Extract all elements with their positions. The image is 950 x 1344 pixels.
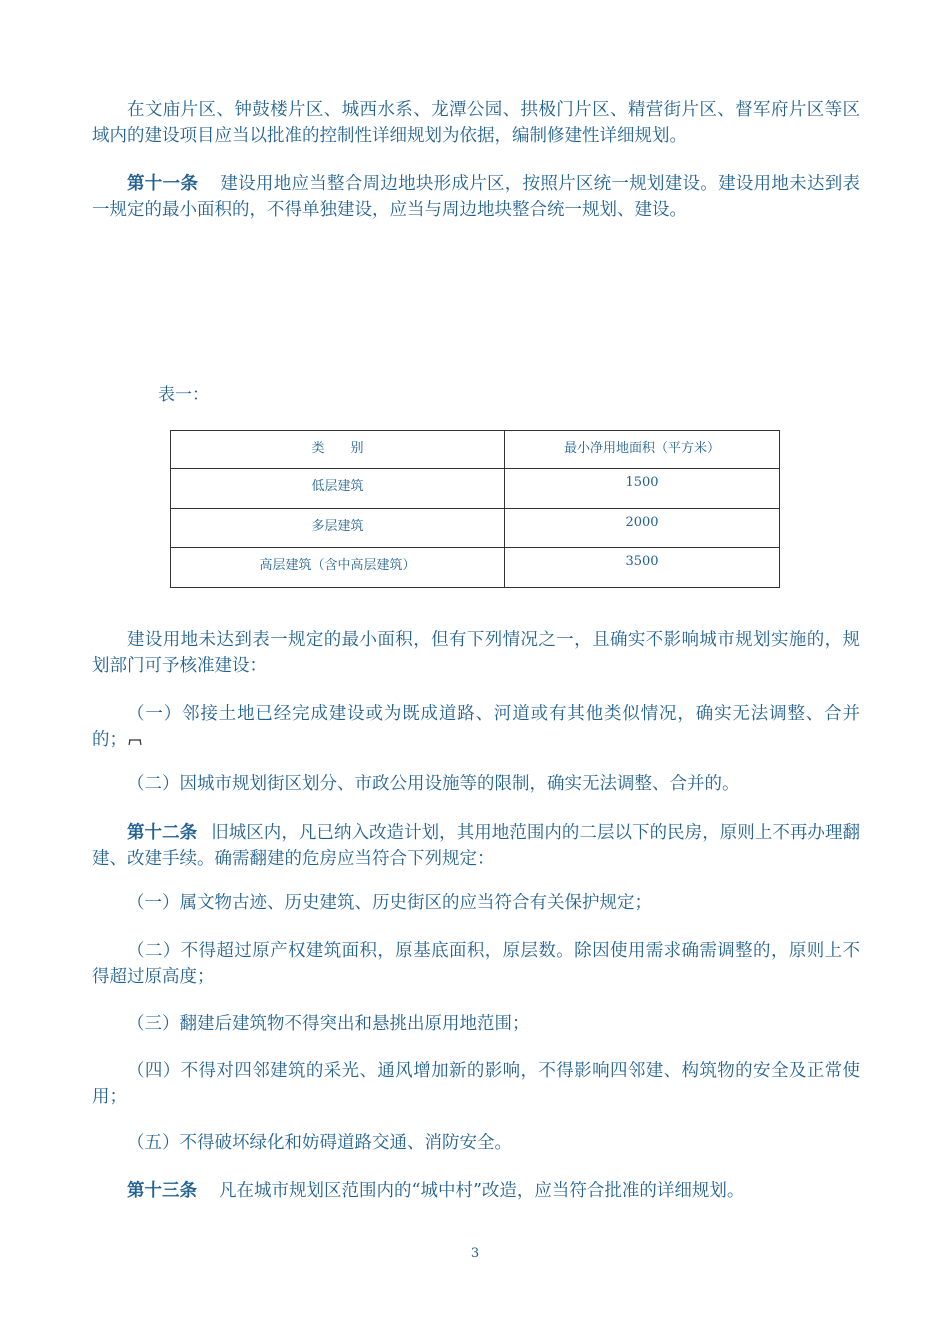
table-header-row bbox=[171, 431, 780, 469]
table-header-min-area: 最小净用地面积（平方米） bbox=[505, 431, 780, 469]
page-number: 3 bbox=[470, 1246, 480, 1261]
article-12-item-3: （三）翻建后建筑物不得突出和悬挑出原用地范围； bbox=[127, 1014, 530, 1034]
article-12-item-2: （二）不得超过原产权建筑面积，原基底面积，原层数。除因使用需求确需调整的，原则上不得超过原高度； bbox=[92, 941, 860, 987]
table-cell-area: 1500 bbox=[505, 469, 780, 509]
article-12-label: 第十二条 bbox=[127, 823, 198, 843]
article-11 bbox=[92, 171, 860, 223]
article-12-text: 旧城区内，凡已纳入改造计划，其用地范围内的二层以下的民房，原则上不再办理翻建、改建手续。确需翻建的危房应当符合下列规定： bbox=[92, 823, 861, 869]
list-item-1 bbox=[92, 701, 860, 753]
article-12-item-4: （四）不得对四邻建筑的采光、通风增加新的影响，不得影响四邻建、构筑物的安全及正常使用； bbox=[92, 1061, 860, 1107]
handwritten-mark-icon bbox=[127, 736, 143, 746]
table-cell-area: 2000 bbox=[505, 508, 780, 548]
table-row bbox=[171, 469, 780, 509]
list-item-1-text: （一）邻接土地已经完成建设或为既成道路、河道或有其他类似情况，确实无法调整、合并的； bbox=[92, 704, 860, 750]
paragraph-historic-districts: 在文庙片区、钟鼓楼片区、城西水系、龙潭公园、拱极门片区、精营街片区、督军府片区等区域内的建设项目应当以批准的控制性详细规划为依据，编制修建性详细规划。 bbox=[92, 100, 860, 146]
article-12-item-1: （一）属文物古迹、历史建筑、历史街区的应当符合有关保护规定； bbox=[127, 893, 652, 913]
minimum-area-table bbox=[170, 430, 780, 588]
table-cell-category: 多层建筑 bbox=[171, 508, 505, 548]
table-header-category: 类 别 bbox=[171, 431, 505, 469]
table-caption: 表一： bbox=[158, 385, 209, 405]
article-13-label: 第十三条 bbox=[127, 1181, 197, 1201]
table-row bbox=[171, 548, 780, 588]
table-cell-area: 3500 bbox=[505, 548, 780, 588]
article-12-item-5: （五）不得破坏绿化和妨碍道路交通、消防安全。 bbox=[127, 1133, 512, 1153]
paragraph-exceptions: 建设用地未达到表一规定的最小面积，但有下列情况之一，且确实不影响城市规划实施的，规划部门可予核准建设： bbox=[92, 630, 860, 676]
list-item-2: （二）因城市规划街区划分、市政公用设施等的限制，确实无法调整、合并的。 bbox=[127, 774, 740, 794]
article-11-text: 建设用地应当整合周边地块形成片区，按照片区统一规划建设。建设用地未达到表一规定的最小面积的，不得单独建设，应当与周边地块整合统一规划、建设。 bbox=[92, 174, 861, 220]
article-13-text: 凡在城市规划区范围内的“城中村”改造，应当符合批准的详细规划。 bbox=[219, 1181, 745, 1201]
article-11-label: 第十一条 bbox=[127, 174, 199, 194]
table-cell-category: 高层建筑（含中高层建筑） bbox=[171, 548, 505, 588]
article-13 bbox=[92, 1178, 860, 1204]
table-row bbox=[171, 508, 780, 548]
article-12 bbox=[92, 820, 860, 872]
table-cell-category: 低层建筑 bbox=[171, 469, 505, 509]
